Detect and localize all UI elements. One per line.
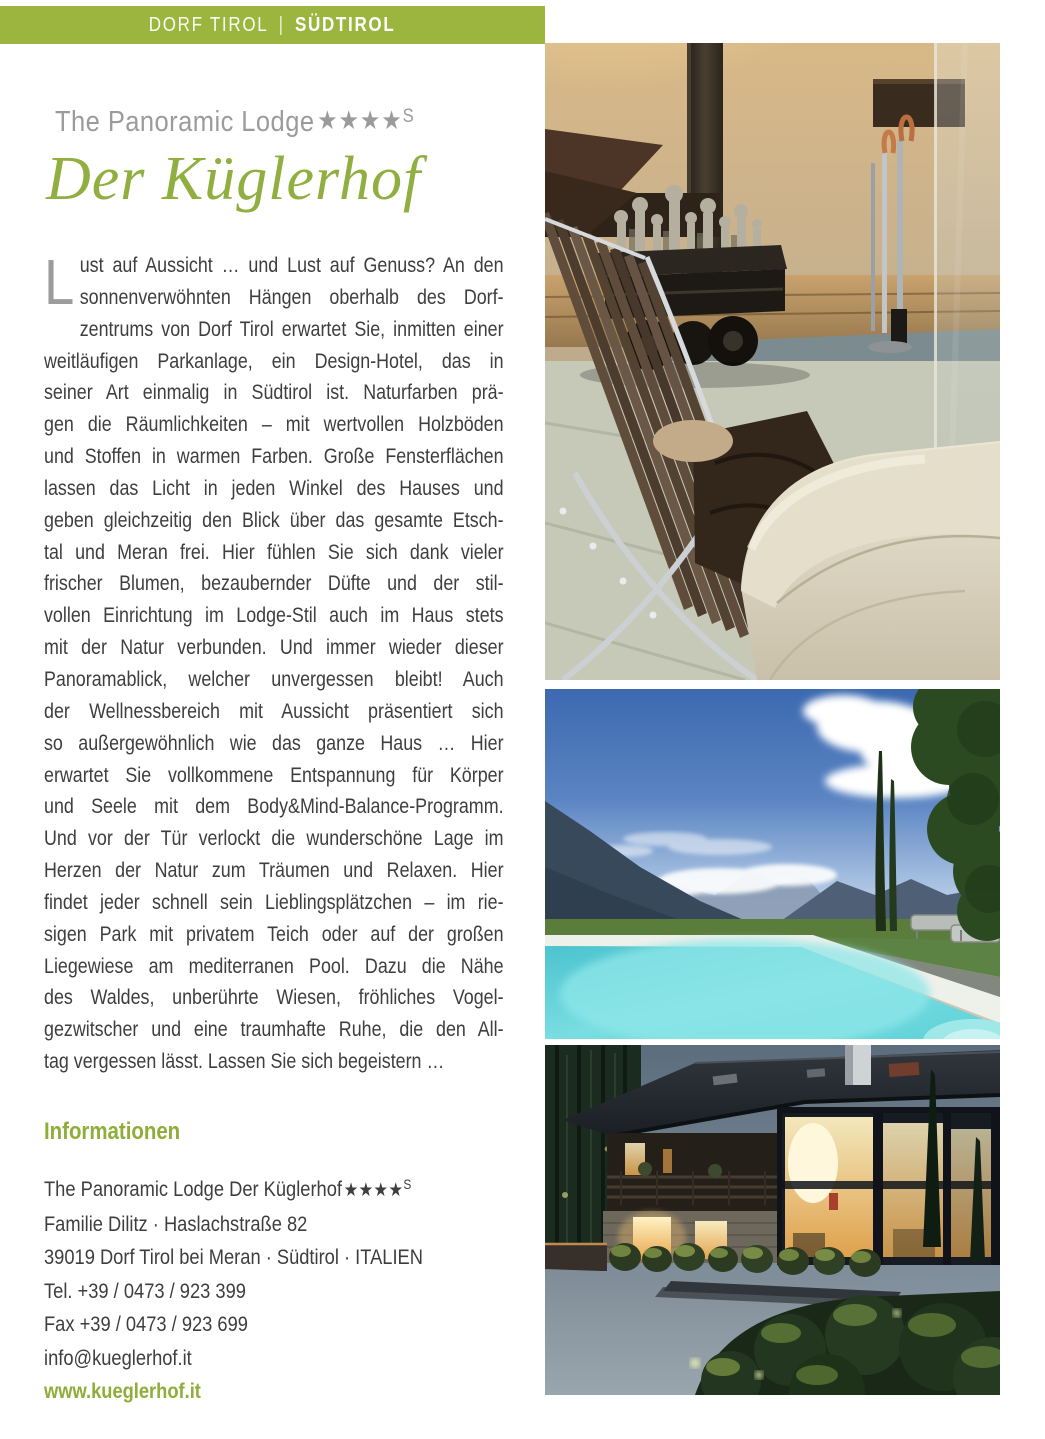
article-line: tal und Meran frei. Hier fühlen Sie sich dank vieler xyxy=(44,540,504,564)
article-line: tag vergessen lässt. Lassen Sie sich begeistern … xyxy=(44,1050,445,1074)
banner-text xyxy=(149,14,396,37)
page-title: Der Küglerhof xyxy=(46,145,422,213)
contact-line: Familie Dilitz · Haslachstraße 82 xyxy=(44,1211,308,1236)
hotel-subtitle xyxy=(55,106,414,139)
stars-superior-suffix: S xyxy=(402,106,415,127)
stars-rating-icon: ★★★★ xyxy=(317,105,403,135)
article-line: so außergewöhnlich wie das ganze Haus … Hier xyxy=(44,731,504,755)
hotel-name-line xyxy=(44,1168,504,1208)
photo-hotel-dusk xyxy=(545,1045,1000,1395)
contact-line: Fax +39 / 0473 / 923 699 xyxy=(44,1312,248,1336)
article-line: erwartet Sie vollkommene Entspannung für Körper xyxy=(44,763,504,787)
article-line: ust auf Aussicht … und Lust auf Genuss? An den xyxy=(79,254,504,277)
photo-pool-svg xyxy=(545,689,1000,1039)
drop-cap: L xyxy=(44,246,75,318)
article-line: Liegewiese am mediterranen Pool. Dazu die Nähe xyxy=(44,954,504,978)
stars-superior-suffix: S xyxy=(403,1176,412,1192)
article-line: Panoramablick, welcher unvergessen bleibt! Auch xyxy=(44,667,504,691)
article-line: weitläufigen Parkanlage, ein Design-Hotel, das in xyxy=(44,349,504,373)
article-line: findet jeder schnell sein Lieblingsplätzchen – im rie- xyxy=(44,890,504,914)
article-text xyxy=(44,246,504,1078)
article-line: sigen Park mit privatem Teich oder auf der großen xyxy=(44,922,504,946)
banner-separator: | xyxy=(279,13,286,36)
hotel-name: The Panoramic Lodge Der Küglerhof xyxy=(44,1177,343,1201)
hotel-subtitle-text: The Panoramic Lodge xyxy=(55,106,315,138)
article-line: gezwitscher und eine traumhafte Ruhe, die den All- xyxy=(44,1018,504,1042)
article-line: Herzen der Natur zum Träumen und Relaxen. Hier xyxy=(44,859,504,883)
article-line: sonnenverwöhnten Hängen oberhalb des Dorf- xyxy=(79,285,504,309)
article-line: mit der Natur verbunden. Und immer wieder dieser xyxy=(44,636,504,660)
contact-line: 39019 Dorf Tirol bei Meran · Südtirol · ITALIEN xyxy=(44,1245,423,1269)
contact-line: Tel. +39 / 0473 / 923 399 xyxy=(44,1278,246,1303)
article-line: und Stoffen in warmen Farben. Große Fensterflächen xyxy=(44,445,504,469)
article-line: Und vor der Tür verlockt die wunderschöne Lage im xyxy=(44,827,504,851)
photo-dusk-svg xyxy=(545,1045,1000,1395)
banner-location: DORF TIROL xyxy=(149,13,269,36)
stars-rating-icon: ★★★★ xyxy=(343,1180,404,1201)
article-line: der Wellnessbereich mit Aussicht präsentiert sich xyxy=(44,699,504,723)
contact-line: info@kueglerhof.it xyxy=(44,1345,192,1370)
photo-pool-panorama xyxy=(545,689,1000,1039)
banner-region: SÜDTIROL xyxy=(295,13,396,36)
header-banner xyxy=(0,6,545,44)
article-line: lassen das Licht in jeden Winkel des Hauses und xyxy=(44,476,504,500)
info-heading: Informationen xyxy=(44,1118,181,1145)
website-link: www.kueglerhof.it xyxy=(44,1379,201,1403)
photo-interior-lounge xyxy=(545,43,1000,680)
article-lines xyxy=(44,246,504,1078)
article-line: vollen Einrichtung im Lodge-Stil auch im Haus stets xyxy=(44,604,504,628)
article-line: und Seele mit dem Body&Mind-Balance-Programm. xyxy=(44,795,504,819)
contact-block xyxy=(44,1168,504,1409)
article-line: frischer Blumen, bezaubernder Düfte und der stil- xyxy=(44,572,504,596)
article-line: zentrums von Dorf Tirol erwartet Sie, inmitten einer xyxy=(79,317,504,341)
article-line: seiner Art einmalig in Südtirol ist. Naturfarben prä- xyxy=(44,381,504,405)
article-line: gen die Räumlichkeiten – mit wertvollen Holzböden xyxy=(44,413,504,437)
article-line: geben gleichzeitig den Blick über das gesamte Etsch- xyxy=(44,508,504,532)
article-line: des Waldes, unberührte Wiesen, fröhliches Vogel- xyxy=(44,986,504,1010)
contact-lines xyxy=(44,1208,504,1376)
photo-interior-svg xyxy=(545,43,1000,680)
